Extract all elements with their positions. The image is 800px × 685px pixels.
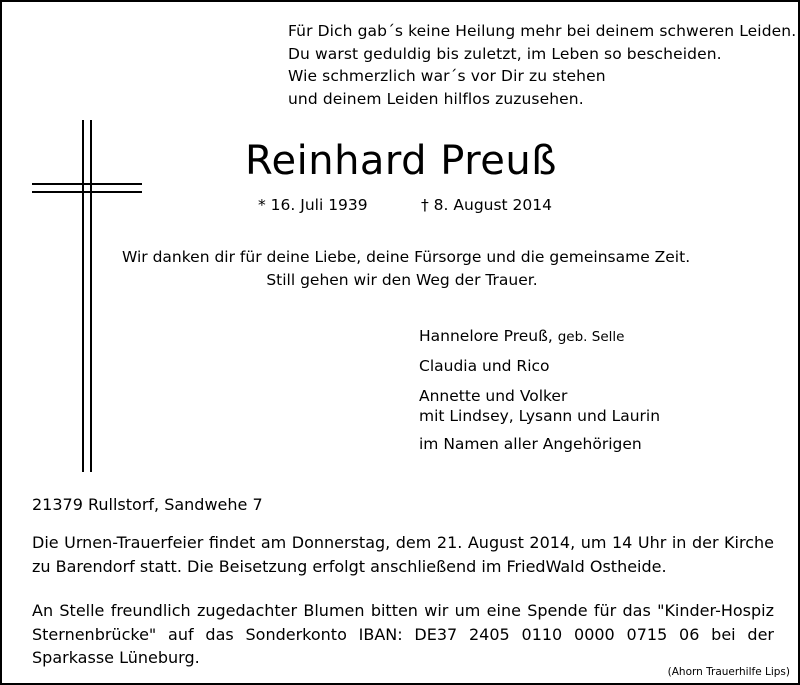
- mourner-line: mit Lindsey, Lysann und Laurin: [419, 407, 661, 425]
- birth-date: * 16. Juli 1939: [258, 196, 368, 214]
- poem-line: Für Dich gab´s keine Heilung mehr bei deinem schweren Leiden.: [288, 22, 797, 40]
- widow-name: Hannelore Preuß,: [419, 327, 553, 345]
- poem-line: Du warst geduldig bis zuletzt, im Leben so bescheiden.: [288, 44, 722, 63]
- deceased-name: Reinhard Preuß: [245, 138, 557, 184]
- thanks-line: Wir danken dir für deine Liebe, deine Fürsorge und die gemeinsame Zeit.: [122, 248, 691, 266]
- mourner-line: Claudia und Rico: [419, 357, 550, 375]
- cross-icon: [2, 2, 202, 482]
- thanks-text: [122, 246, 691, 292]
- death-date: † 8. August 2014: [421, 196, 553, 214]
- mourner-line: Annette und Volker: [419, 387, 568, 405]
- poem-line: Wie schmerzlich war´s vor Dir zu stehen: [288, 67, 606, 85]
- address: 21379 Rullstorf, Sandwehe 7: [32, 495, 263, 514]
- funeral-text: Die Urnen-Trauerfeier findet am Donnerstag, dem 21. August 2014, um 14 Uhr in der Kirche zu Barendorf statt. Die Beisetzung erfolgt anschließend im FriedWald Ostheide.: [32, 533, 774, 576]
- poem-line: und deinem Leiden hilflos zuzusehen.: [288, 89, 584, 108]
- mourner-widow: [419, 326, 624, 348]
- widow-maiden-name: geb. Selle: [557, 329, 625, 345]
- mourner-line: im Namen aller Angehörigen: [419, 435, 642, 453]
- thanks-line: Still gehen wir den Weg der Trauer.: [266, 271, 538, 289]
- credit: (Ahorn Trauerhilfe Lips): [667, 666, 790, 678]
- poem: [288, 20, 796, 110]
- donation-text: An Stelle freundlich zugedachter Blumen bitten wir um eine Spende für das "Kinder-Hospiz Sternenbrücke" auf das Sonderkonto IBAN: DE37 2405 0110 0000 0715 06 bei der Sparkasse Lüneburg.: [32, 601, 774, 667]
